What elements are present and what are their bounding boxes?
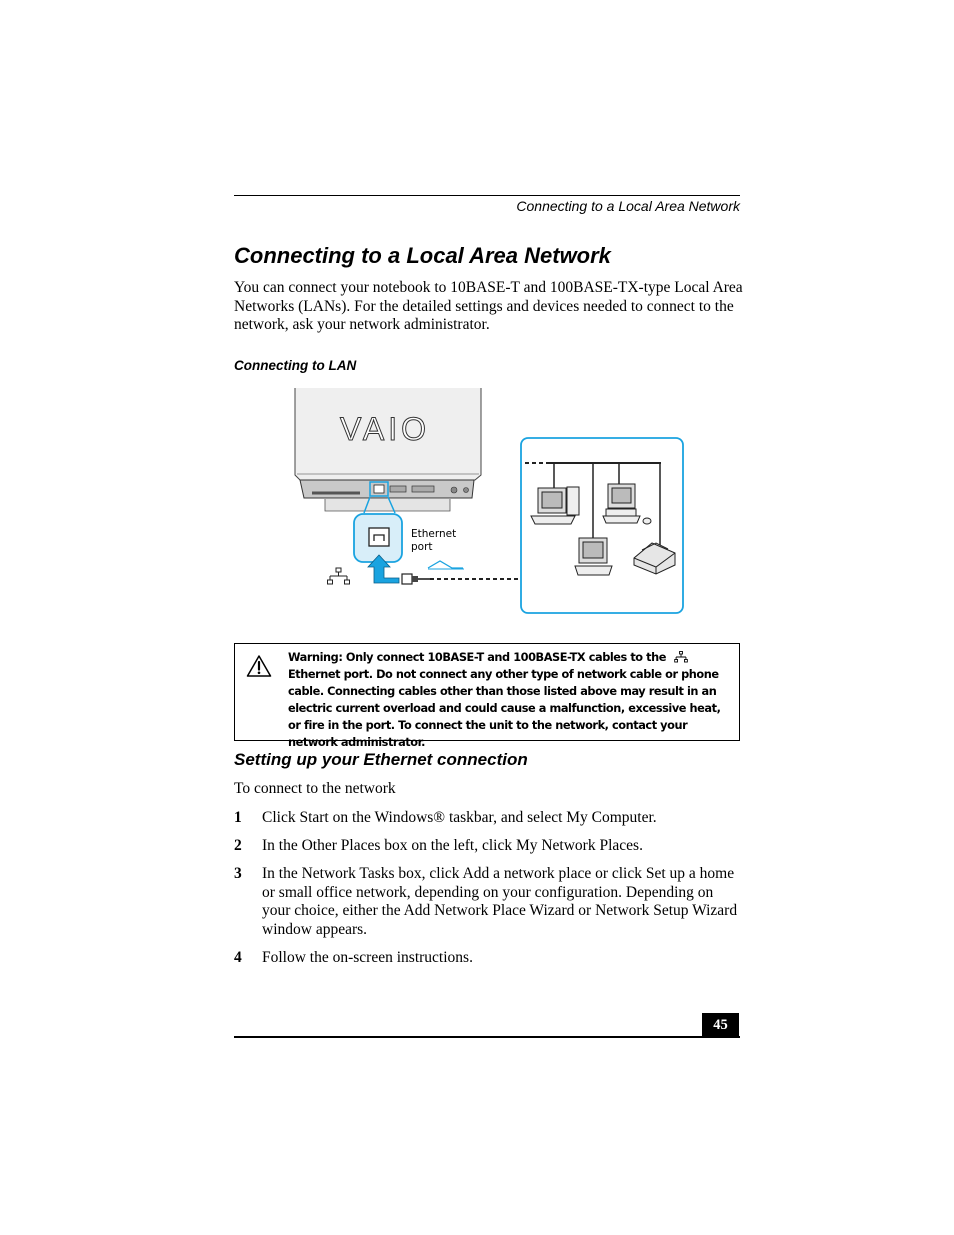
warning-text-part-2: Ethernet port. Do not connect any other type of network cable or phone cable. Connecting cables other than those listed above may result in an electric current overload and could cause a malfunction, excessive heat, or fire in the port. To connect the unit to the network, contact your network administrator. [288, 667, 721, 749]
step-text: Click Start on the Windows® taskbar, and select My Computer. [262, 809, 657, 826]
page-number: 45 [702, 1013, 739, 1037]
vaio-logo: VAIO [339, 411, 431, 447]
lan-connection-diagram [290, 385, 690, 617]
warning-text-part-1: Warning: Only connect 10BASE-T and 100BASE-TX cables to the [288, 650, 666, 664]
section-heading: Setting up your Ethernet connection [234, 750, 528, 769]
running-header: Connecting to a Local Area Network [516, 198, 740, 214]
network-port-icon [674, 651, 688, 663]
laptop-illustration [295, 388, 481, 513]
ethernet-port-label: Ethernet [411, 528, 457, 540]
lan-cable-plug [402, 574, 430, 584]
network-group-box [521, 438, 683, 613]
page-title: Connecting to a Local Area Network [234, 243, 611, 268]
ethernet-port-label-2: port [411, 541, 433, 553]
network-symbol-icon [328, 568, 350, 584]
footer-rule [234, 1036, 740, 1038]
warning-text [288, 649, 727, 751]
step-number: 1 [234, 809, 242, 826]
warning-triangle-icon [246, 654, 272, 678]
step-number: 2 [234, 837, 242, 854]
warning-box [234, 643, 740, 749]
intro-paragraph: You can connect your notebook to 10BASE-T and 100BASE-TX-type Local Area Networks (LANs). For the detailed settings and devices needed to connect to the network, ask your network administrator. [234, 279, 743, 334]
step-number: 3 [234, 865, 242, 882]
figure-caption: Connecting to LAN [234, 358, 357, 373]
computer-icon-3 [575, 538, 612, 575]
step-text: In the Network Tasks box, click Add a network place or click Set up a home or small office network, depending on your configuration. Depending on your choice, either the Add Network Place Wizard or Network Setup Wizard window appears. [262, 865, 738, 939]
steps-intro: To connect to the network [234, 780, 396, 797]
direction-arrow [428, 561, 463, 568]
step-number: 4 [234, 949, 242, 966]
step-text: Follow the on-screen instructions. [262, 949, 473, 966]
step-text: In the Other Places box on the left, click My Network Places. [262, 837, 643, 854]
computer-icon-1 [531, 487, 579, 524]
ethernet-port-callout [354, 514, 402, 562]
header-rule [234, 195, 740, 196]
